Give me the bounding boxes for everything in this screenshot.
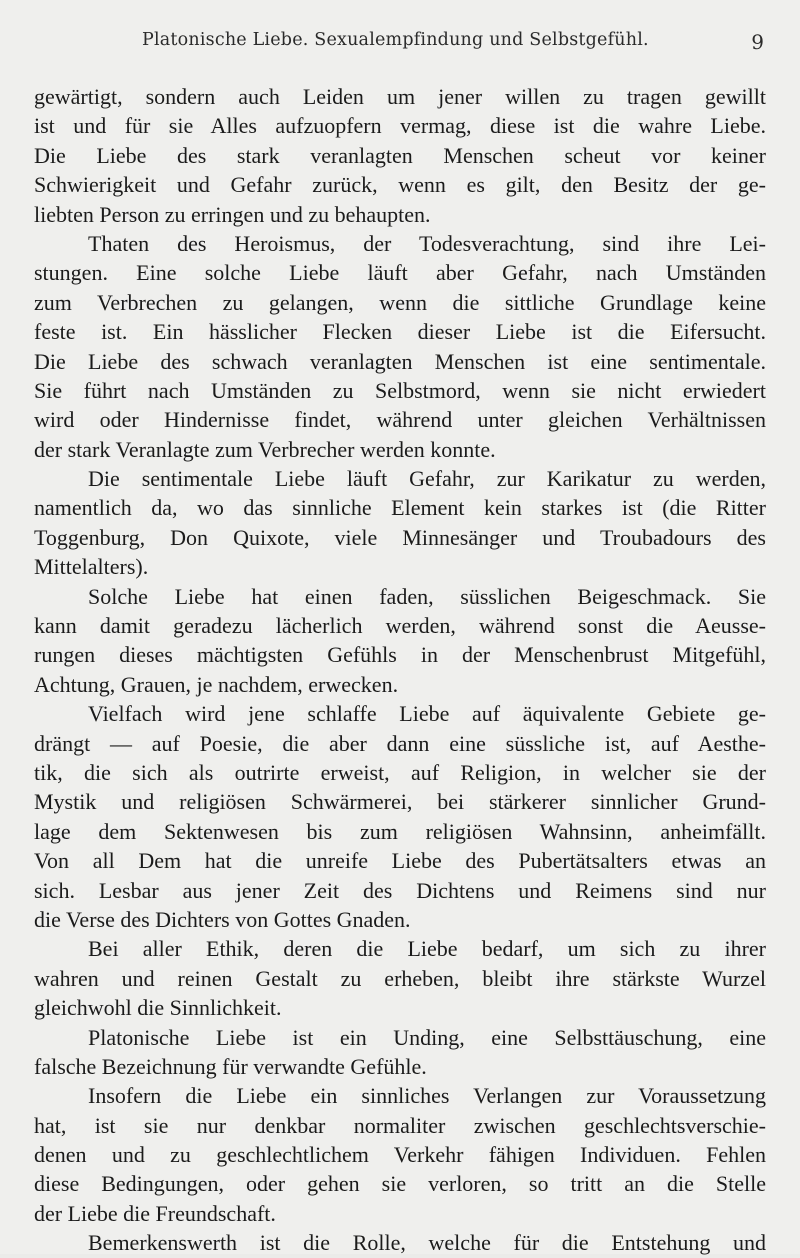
text-line: stungen. Eine solche Liebe läuft aber Gefahr, nach Umständen (34, 260, 766, 286)
text-line: namentlich da, wo das sinnliche Element kein starkes ist (die Ritter (34, 495, 766, 521)
running-head (34, 22, 766, 62)
text-line: Bei aller Ethik, deren die Liebe bedarf, um sich zu ihrer (88, 936, 766, 962)
text-line: Die Liebe des schwach veranlagten Menschen ist eine sentimentale. (34, 348, 766, 374)
text-line: der Liebe die Freundschaft. (34, 1200, 276, 1226)
text-line: drängt — auf Poesie, die aber dann eine süssliche ist, auf Aesthe- (34, 730, 766, 756)
text-line: denen und zu geschlechtlichem Verkehr fähigen Individuen. Fehlen (34, 1142, 766, 1168)
text-line: wird oder Hindernisse findet, während unter gleichen Verhältnissen (34, 407, 766, 433)
text-line: der stark Veranlagte zum Verbrecher werden konnte. (34, 436, 496, 462)
text-line: die Verse des Dichters von Gottes Gnaden. (34, 906, 411, 932)
text-line: Die Liebe des stark veranlagten Menschen scheut vor keiner (34, 142, 766, 168)
text-line: Mittelalters). (34, 554, 149, 580)
text-line: feste ist. Ein hässlicher Flecken dieser Liebe ist die Eifersucht. (34, 319, 766, 345)
text-line: ist und für sie Alles aufzuopfern vermag, diese ist die wahre Liebe. (34, 113, 766, 139)
text-line: sich. Lesbar aus jener Zeit des Dichtens und Reimens sind nur (34, 877, 766, 903)
text-line: diese Bedingungen, oder gehen sie verloren, so tritt an die Stelle (34, 1171, 766, 1197)
text-line: Schwierigkeit und Gefahr zurück, wenn es gilt, den Besitz der ge- (34, 172, 766, 198)
text-line: gleichwohl die Sinnlichkeit. (34, 995, 282, 1021)
text-line: kann damit geradezu lächerlich werden, während sonst die Aeusse- (34, 613, 766, 639)
text-line: Bemerkenswerth ist die Rolle, welche für die Entstehung und (88, 1230, 766, 1256)
text-line: Von all Dem hat die unreife Liebe des Pubertätsalters etwas an (34, 848, 766, 874)
text-line: Achtung, Grauen, je nachdem, erwecken. (34, 671, 399, 697)
text-line: lage dem Sektenwesen bis zum religiösen Wahnsinn, anheimfällt. (34, 818, 766, 844)
text-line: rungen dieses mächtigsten Gefühls in der Menschenbrust Mitgefühl, (34, 642, 766, 668)
text-line: Toggenburg, Don Quixote, viele Minnesänger und Troubadours des (34, 524, 766, 550)
text-line: Sie führt nach Umständen zu Selbstmord, wenn sie nicht erwiedert (34, 377, 766, 403)
text-line: Insofern die Liebe ein sinnliches Verlangen zur Voraussetzung (88, 1083, 766, 1109)
text-line: zum Verbrechen zu gelangen, wenn die sittliche Grundlage keine (34, 289, 766, 315)
text-line: liebten Person zu erringen und zu behaupten. (34, 201, 431, 227)
text-line: Die sentimentale Liebe läuft Gefahr, zur Karikatur zu werden, (88, 466, 766, 492)
text-line: hat, ist sie nur denkbar normaliter zwischen geschlechtsverschie- (34, 1112, 766, 1138)
text-line: wahren und reinen Gestalt zu erheben, bleibt ihre stärkste Wurzel (34, 965, 766, 991)
running-title: Platonische Liebe. Sexualempfindung und Selbstgefühl. (142, 30, 649, 50)
text-line: falsche Bezeichnung für verwandte Gefühle. (34, 1053, 427, 1079)
text-line: gewärtigt, sondern auch Leiden um jener willen zu tragen gewillt (34, 84, 766, 109)
text-line: Thaten des Heroismus, der Todesverachtung, sind ihre Lei- (88, 230, 766, 256)
text-line: Platonische Liebe ist ein Unding, eine Selbsttäuschung, eine (88, 1024, 766, 1050)
text-line: tik, die sich als outrirte erweist, auf Religion, in welcher sie der (34, 759, 766, 785)
text-line: Solche Liebe hat einen faden, süsslichen Beigeschmack. Sie (88, 583, 766, 609)
body-text (34, 82, 766, 1258)
text-line: Mystik und religiösen Schwärmerei, bei stärkerer sinnlicher Grund- (34, 789, 766, 815)
page-number: 9 (751, 30, 764, 54)
text-line: Vielfach wird jene schlaffe Liebe auf äquivalente Gebiete ge- (88, 701, 766, 727)
